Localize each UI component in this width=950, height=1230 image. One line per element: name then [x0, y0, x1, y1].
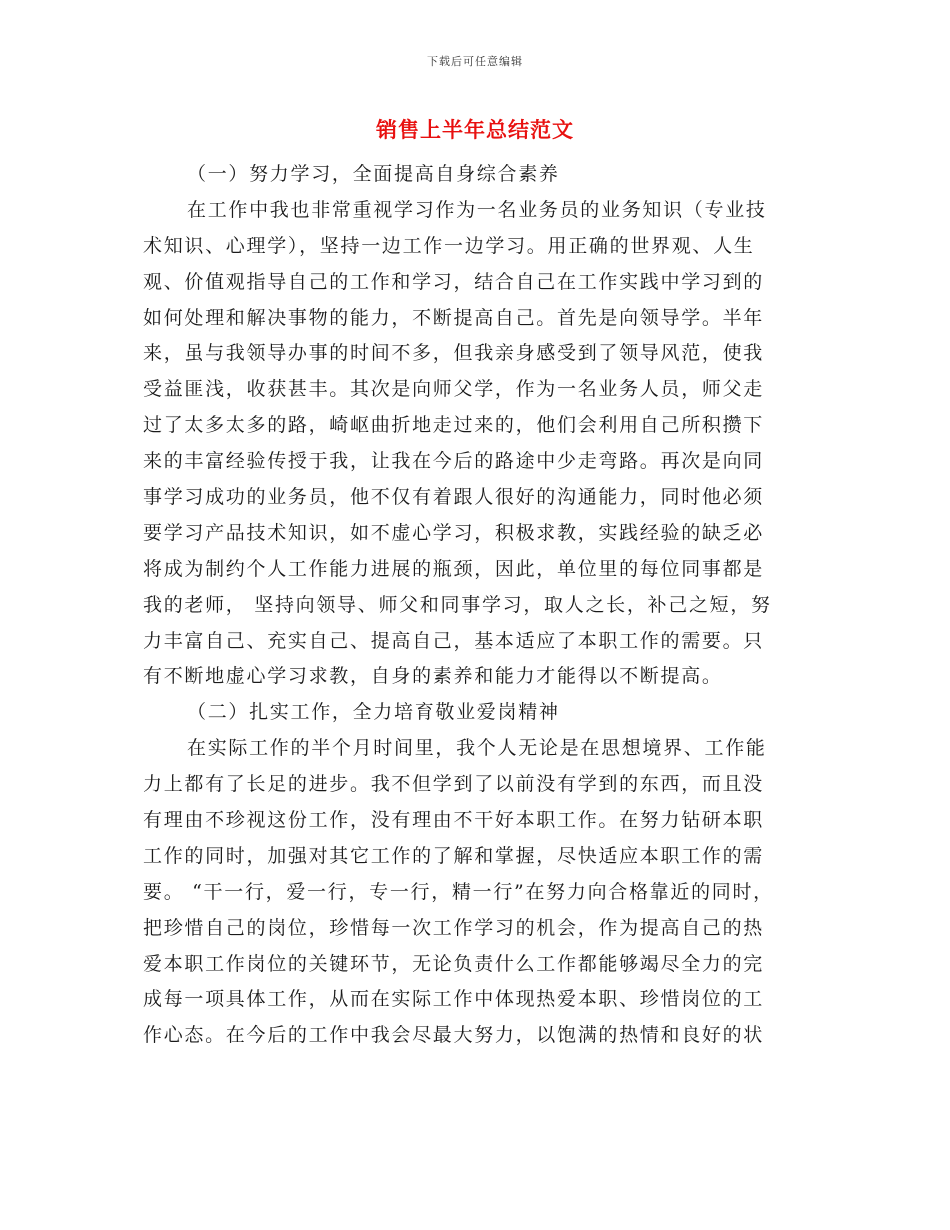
- paragraph-line: 受益匪浅，收获甚丰。其次是向师父学，作为一名业务人员，师父走: [143, 378, 765, 401]
- paragraph-line: 术知识、心理学），坚持一边工作一边学习。用正确的世界观、人生: [143, 234, 755, 257]
- paragraph-line: 将成为制约个人工作能力进展的瓶颈，因此，单位里的每位同事都是: [143, 557, 765, 580]
- paragraph-line: 有不断地虚心学习求教，自身的素养和能力才能得以不断提高。: [143, 665, 723, 688]
- section-heading-2: （二）扎实工作，全力培育敬业爱岗精神: [187, 701, 560, 724]
- header-note: 下载后可任意编辑: [427, 55, 523, 68]
- paragraph-line: 成每一项具体工作，从而在实际工作中体现热爱本职、珍惜岗位的工: [143, 988, 765, 1011]
- paragraph-line: 把珍惜自己的岗位，珍惜每一次工作学习的机会，作为提高自己的热: [143, 916, 765, 939]
- paragraph-line: 观、价值观指导自己的工作和学习，结合自己在工作实践中学习到的: [143, 270, 765, 293]
- paragraph-line: 作心态。在今后的工作中我会尽最大努力，以饱满的热情和良好的状: [143, 1024, 765, 1047]
- paragraph-line: 在实际工作的半个月时间里，我个人无论是在思想境界、工作能: [187, 737, 767, 760]
- paragraph-line: 爱本职工作岗位的关键环节，无论负责什么工作都能够竭尽全力的完: [143, 952, 765, 975]
- document-title: 销售上半年总结范文: [376, 118, 574, 142]
- document-body: [143, 157, 819, 1054]
- paragraph-line: 力上都有了长足的进步。我不但学到了以前没有学到的东西，而且没: [143, 773, 765, 796]
- paragraph-line: 事学习成功的业务员，他不仅有着跟人很好的沟通能力，同时他必须: [143, 486, 765, 509]
- paragraph-line: 要。 “干一行，爱一行，专一行，精一行”在努力向合格靠近的同时，: [143, 880, 774, 903]
- paragraph-line: 有理由不珍视这份工作，没有理由不干好本职工作。在努力钻研本职: [143, 809, 765, 832]
- paragraph-line: 在工作中我也非常重视学习作为一名业务员的业务知识（专业技: [187, 198, 767, 221]
- paragraph-line: 来的丰富经验传授于我，让我在今后的路途中少走弯路。再次是向同: [143, 450, 765, 473]
- paragraph-line: 我的老师， 坚持向领导、师父和同事学习，取人之长，补己之短，努: [143, 593, 772, 616]
- paragraph-line: 如何处理和解决事物的能力，不断提高自己。首先是向领导学。半年: [143, 306, 765, 329]
- section-heading-1: （一）努力学习，全面提高自身综合素养: [187, 163, 560, 185]
- paragraph-line: 过了太多太多的路，崎岖曲折地走过来的，他们会利用自己所积攒下: [143, 414, 765, 437]
- paragraph-line: 来，虽与我领导办事的时间不多，但我亲身感受到了领导风范，使我: [143, 342, 765, 365]
- paragraph-line: 要学习产品技术知识，如不虚心学习，积极求教，实践经验的缺乏必: [143, 521, 765, 544]
- paragraph-line: 力丰富自己、充实自己、提高自己，基本适应了本职工作的需要。只: [143, 629, 765, 652]
- paragraph-line: 工作的同时，加强对其它工作的了解和掌握，尽快适应本职工作的需: [143, 844, 765, 867]
